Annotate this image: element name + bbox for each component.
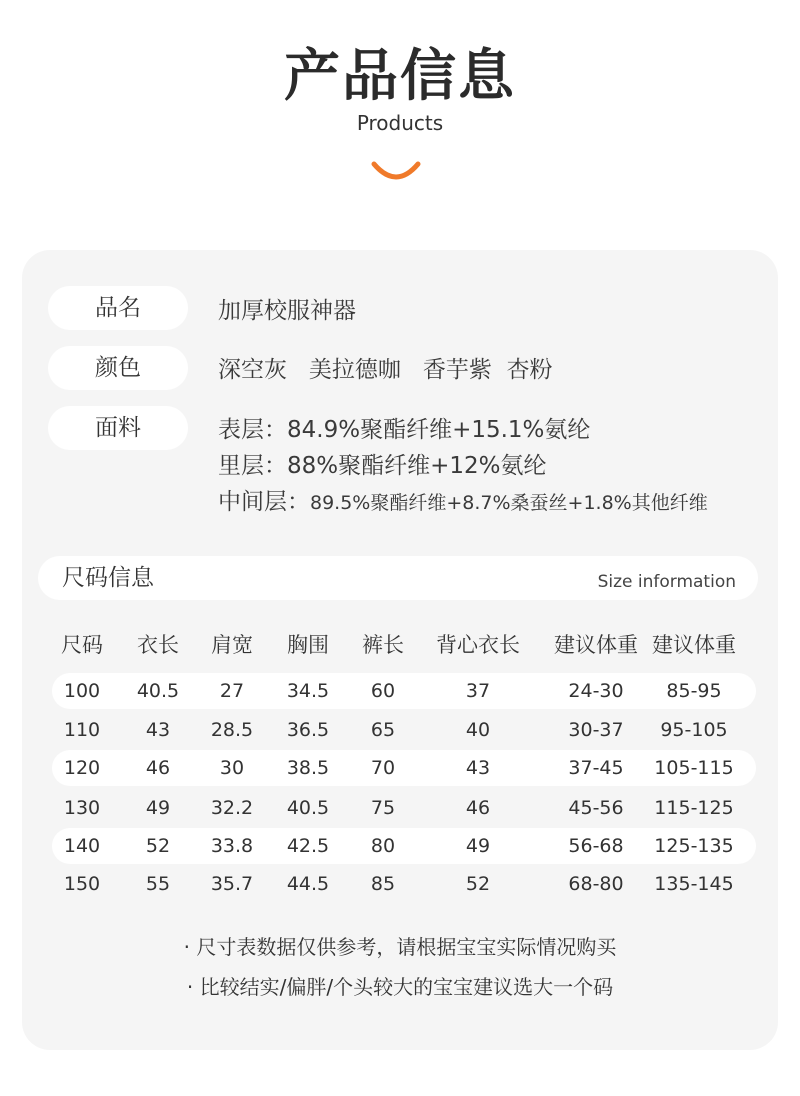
fabric-middle-label: 中间层： <box>218 489 310 515</box>
size-section-header <box>38 556 758 600</box>
size-table-header-0: 尺码 <box>61 633 103 657</box>
smile-decoration-icon <box>370 160 422 182</box>
size-table-cell: 27 <box>219 680 245 702</box>
size-table-cell: 105-115 <box>654 757 734 779</box>
size-section-title: 尺码信息 <box>62 565 154 591</box>
size-table-cell: 95-105 <box>660 719 728 741</box>
product-info-card <box>22 250 778 1050</box>
size-table-cell: 80 <box>370 835 396 857</box>
size-table-header-5: 背心衣长 <box>436 633 520 657</box>
fabric-middle-row <box>218 487 708 518</box>
page-subtitle: Products <box>356 111 444 135</box>
size-table-cell: 33.8 <box>210 835 254 857</box>
size-table-cell: 32.2 <box>210 797 254 819</box>
size-table-cell: 115-125 <box>654 797 734 819</box>
size-table-cell: 49 <box>465 835 491 857</box>
fabric-middle-value: 89.5%聚酯纤维+8.7%桑蚕丝+1.8%其他纤维 <box>310 492 708 514</box>
size-table-header-7: 建议体重 <box>652 633 736 657</box>
size-table-cell: 85 <box>370 873 396 895</box>
size-table-cell: 30-37 <box>568 719 624 741</box>
page-header <box>0 0 800 200</box>
size-table-cell: 46 <box>145 757 171 779</box>
size-table-cell: 24-30 <box>568 680 624 702</box>
size-table-cell: 43 <box>145 719 171 741</box>
size-table-cell: 30 <box>219 757 245 779</box>
size-table-cell: 68-80 <box>568 873 624 895</box>
size-table-cell: 135-145 <box>654 873 734 895</box>
size-table-cell: 38.5 <box>286 757 330 779</box>
size-table-cell: 52 <box>465 873 491 895</box>
size-table-header-1: 衣长 <box>137 633 179 657</box>
size-table-cell: 70 <box>370 757 396 779</box>
size-table-cell: 35.7 <box>210 873 254 895</box>
size-table-cell: 49 <box>145 797 171 819</box>
size-table-cell: 40.5 <box>286 797 330 819</box>
size-table-cell: 37 <box>465 680 491 702</box>
size-table-cell: 75 <box>370 797 396 819</box>
size-table-cell: 125-135 <box>654 835 734 857</box>
size-table-cell: 40.5 <box>136 680 180 702</box>
size-table-header-4: 裤长 <box>362 633 404 657</box>
size-table-cell: 130 <box>63 797 101 819</box>
size-table-cell: 42.5 <box>286 835 330 857</box>
size-table-cell: 55 <box>145 873 171 895</box>
size-table-cell: 52 <box>145 835 171 857</box>
size-table-header-6: 建议体重 <box>554 633 638 657</box>
size-table-cell: 46 <box>465 797 491 819</box>
size-table-cell: 110 <box>63 719 101 741</box>
size-table-cell: 65 <box>370 719 396 741</box>
page-title: 产品信息 <box>284 44 516 109</box>
fabric-lining-value: 里层：88%聚酯纤维+12%氨纶 <box>218 453 547 479</box>
label-pill-color: 颜色 <box>48 346 188 390</box>
size-table-header-3: 胸围 <box>287 633 329 657</box>
fabric-outer-value: 表层：84.9%聚酯纤维+15.1%氨纶 <box>218 417 591 443</box>
size-section-title-en: Size information <box>597 572 736 592</box>
size-table-cell: 100 <box>63 680 101 702</box>
size-table-cell: 43 <box>465 757 491 779</box>
size-table-cell: 40 <box>465 719 491 741</box>
size-table-cell: 37-45 <box>568 757 624 779</box>
size-table-header-2: 肩宽 <box>211 633 253 657</box>
note-size-up: · 比较结实/偏胖/个头较大的宝宝建议选大一个码 <box>186 975 614 999</box>
product-color-value: 深空灰 美拉德咖 香芋紫 杏粉 <box>218 357 553 383</box>
size-table-cell: 34.5 <box>286 680 330 702</box>
size-table-cell: 28.5 <box>210 719 254 741</box>
label-pill-fabric: 面料 <box>48 406 188 450</box>
note-reference: · 尺寸表数据仅供参考，请根据宝宝实际情况购买 <box>183 935 617 959</box>
size-table-cell: 120 <box>63 757 101 779</box>
size-table-cell: 140 <box>63 835 101 857</box>
size-table-cell: 36.5 <box>286 719 330 741</box>
size-table-cell: 44.5 <box>286 873 330 895</box>
size-table-cell: 150 <box>63 873 101 895</box>
size-table-cell: 56-68 <box>568 835 624 857</box>
label-pill-name: 品名 <box>48 286 188 330</box>
size-table-cell: 60 <box>370 680 396 702</box>
size-table-cell: 85-95 <box>666 680 722 702</box>
size-table-cell: 45-56 <box>568 797 624 819</box>
product-name-value: 加厚校服神器 <box>218 298 356 324</box>
